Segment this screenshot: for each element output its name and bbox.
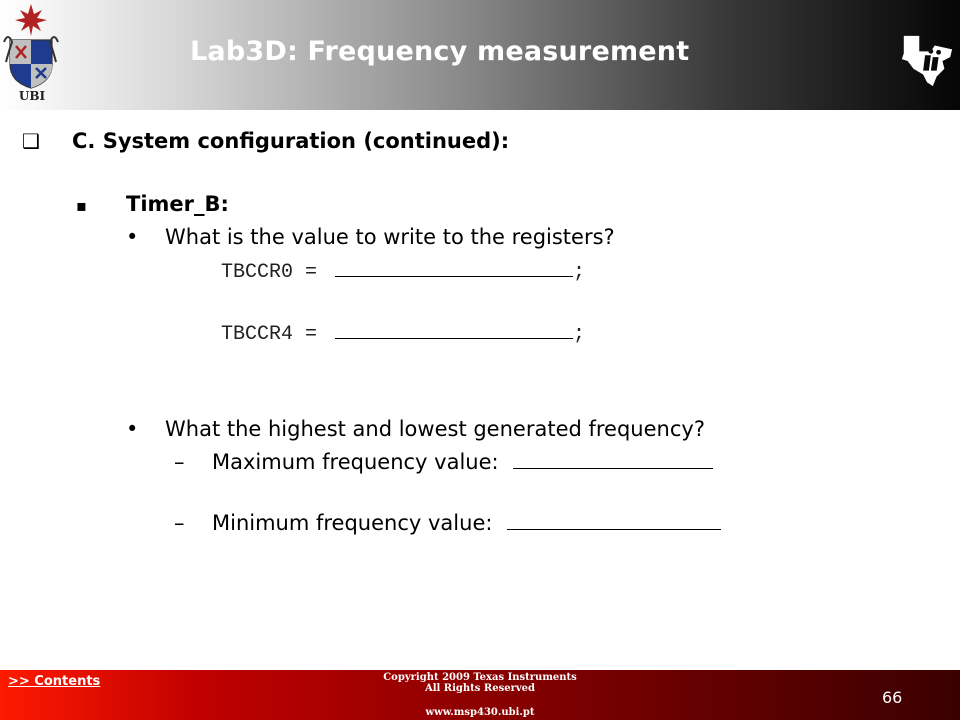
- page-title: Lab3D: Frequency measurement: [190, 36, 690, 67]
- answer-label-minimum: Minimum frequency value:: [212, 511, 493, 535]
- square-bullet-icon: ▪: [76, 196, 87, 215]
- answer-row-maximum: [174, 450, 713, 474]
- section-heading: C. System configuration (continued):: [72, 129, 510, 153]
- page-number: 66: [882, 688, 903, 707]
- answer-label-maximum: Maximum frequency value:: [212, 450, 499, 474]
- question-text-1: What is the value to write to the registers?: [165, 225, 615, 249]
- slide-footer: [0, 670, 960, 720]
- answer-blank-tbccr4: [335, 337, 573, 339]
- round-bullet-icon: •: [126, 225, 139, 249]
- section-heading-row: [22, 129, 509, 153]
- question-text-2: What the highest and lowest generated frequency?: [165, 417, 705, 441]
- register-label-tbccr0: TBCCR0 =: [221, 261, 318, 284]
- answer-row-minimum: [174, 511, 721, 535]
- answer-blank-minimum: [507, 528, 721, 530]
- question-row-2: [126, 417, 705, 441]
- website-url: www.msp430.ubi.pt: [425, 707, 535, 718]
- subsection-row: [76, 192, 229, 216]
- contents-link[interactable]: >> Contents: [8, 674, 101, 689]
- answer-blank-tbccr0: [335, 275, 573, 277]
- question-row-1: [126, 225, 615, 249]
- dash-bullet-icon: –: [174, 511, 185, 535]
- copyright-line-1: Copyright 2009 Texas Instruments: [383, 672, 577, 683]
- dash-bullet-icon: –: [174, 450, 185, 474]
- register-line-tbccr0: [221, 261, 585, 284]
- answer-blank-maximum: [513, 467, 713, 469]
- copyright-notice: [340, 672, 620, 718]
- round-bullet-icon: •: [126, 417, 139, 441]
- subsection-heading: Timer_B:: [126, 192, 229, 216]
- register-terminator-tbccr0: ;: [573, 261, 586, 284]
- register-label-tbccr4: TBCCR4 =: [221, 323, 318, 346]
- institution-label: UBI: [18, 89, 46, 103]
- register-terminator-tbccr4: ;: [573, 323, 586, 346]
- copyright-line-2: All Rights Reserved: [424, 683, 536, 694]
- checkbox-bullet-icon: ❑: [22, 129, 40, 153]
- register-line-tbccr4: [221, 323, 585, 346]
